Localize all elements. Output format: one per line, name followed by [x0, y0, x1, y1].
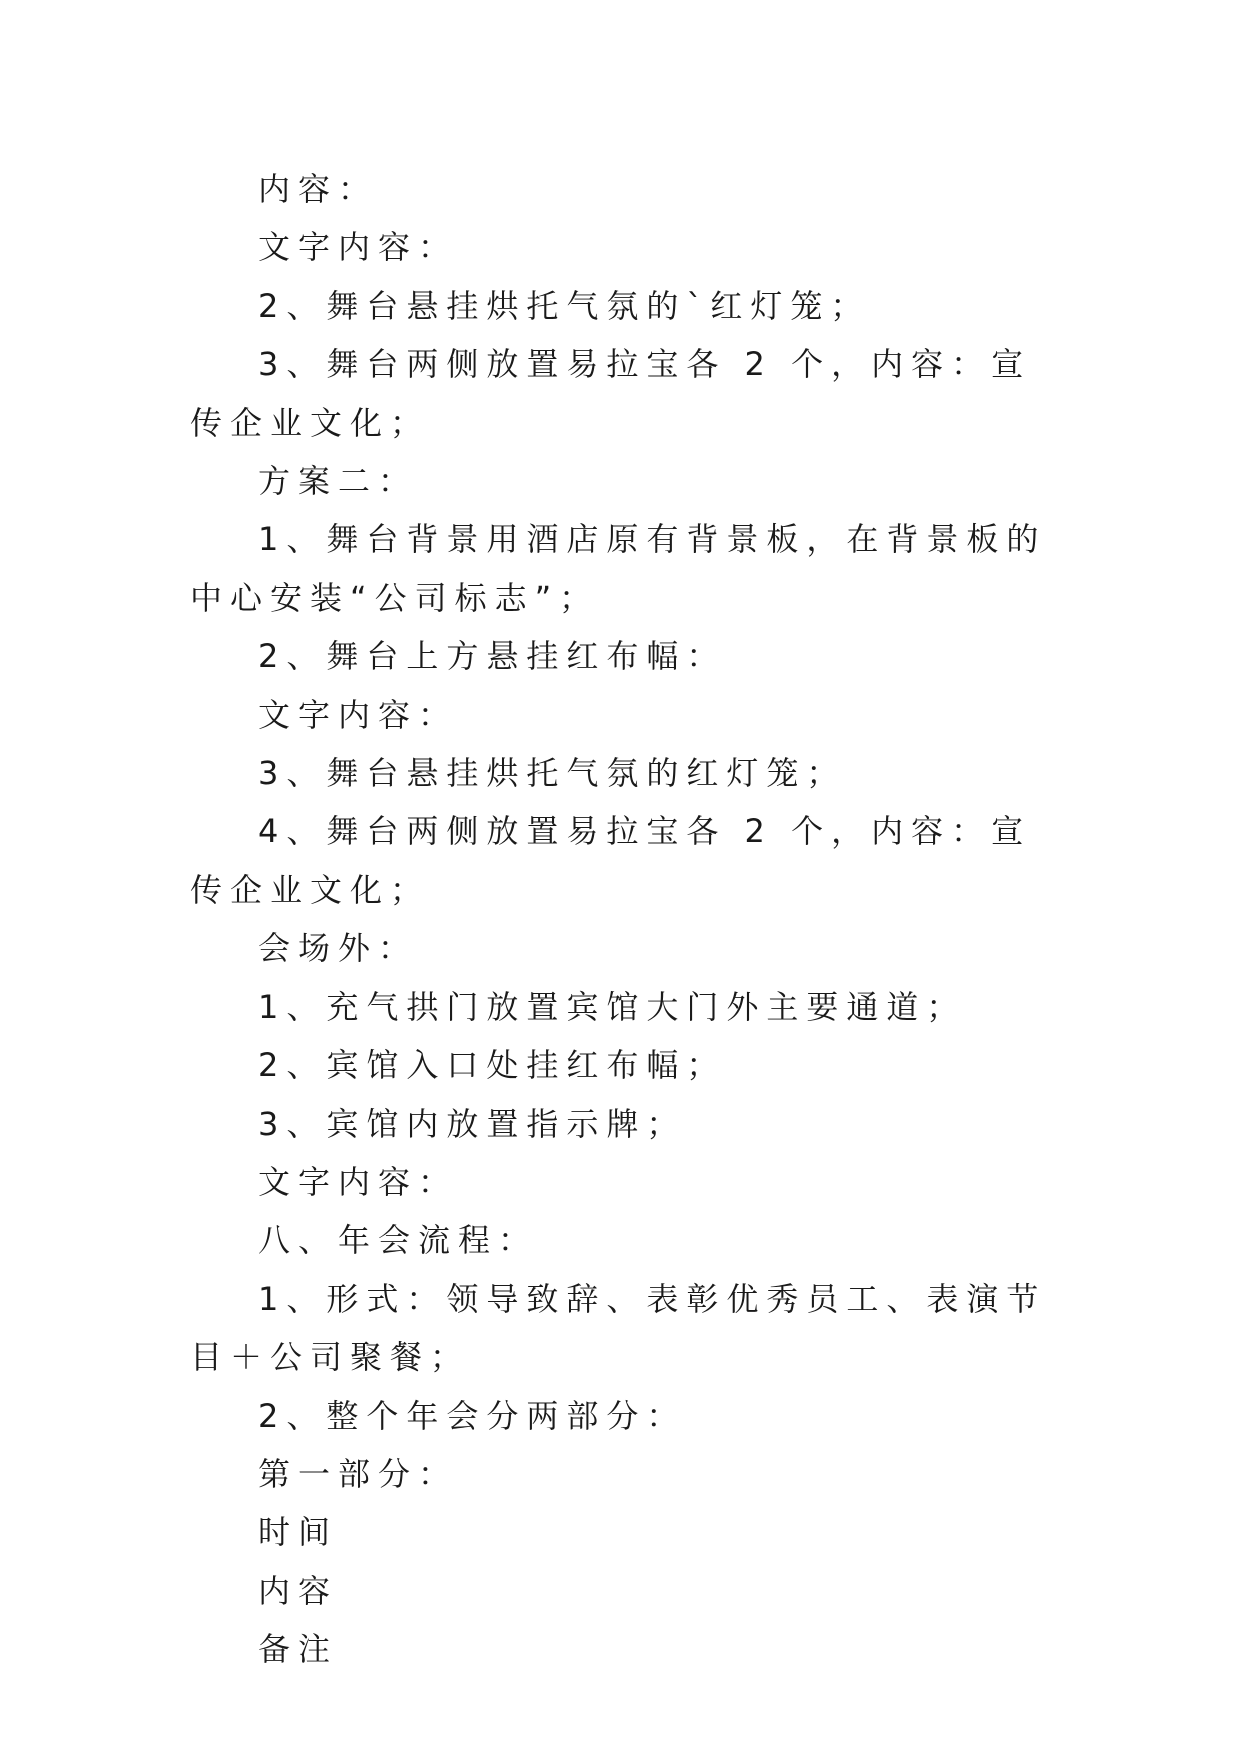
document-body [190, 160, 1070, 1679]
paragraph: 2、舞台悬挂烘托气氛的`红灯笼； [258, 286, 871, 325]
paragraph: 1、形式：领导致辞、表彰优秀员工、表演节目＋公司聚餐； [190, 1279, 1047, 1377]
section-heading: 方案二： [258, 462, 419, 501]
paragraph: 4、舞台两侧放置易拉宝各 2 个，内容：宣传企业文化； [190, 812, 1032, 909]
paragraph: 内容： [258, 170, 379, 208]
paragraph: 1、舞台背景用酒店原有背景板，在背景板的中心安装“公司标志”； [190, 520, 1047, 617]
paragraph: 文字内容： [258, 228, 459, 267]
paragraph: 时间 [258, 1513, 339, 1552]
paragraph: 2、舞台上方悬挂红布幅： [258, 637, 727, 676]
paragraph: 备注 [258, 1630, 339, 1669]
section-heading: 八、年会流程： [258, 1221, 539, 1260]
section-heading: 会场外： [258, 929, 419, 968]
paragraph: 3、舞台悬挂烘托气氛的红灯笼； [258, 754, 847, 793]
paragraph: 2、整个年会分两部分： [258, 1396, 687, 1435]
paragraph: 2、宾馆入口处挂红布幅； [258, 1046, 727, 1085]
paragraph: 内容 [258, 1571, 339, 1610]
paragraph: 1、充气拱门放置宾馆大门外主要通道； [258, 987, 967, 1026]
paragraph: 3、舞台两侧放置易拉宝各 2 个，内容：宣传企业文化； [190, 345, 1032, 442]
paragraph: 文字内容： [258, 695, 459, 734]
paragraph: 文字内容： [258, 1162, 459, 1201]
section-heading: 第一部分： [258, 1454, 459, 1493]
paragraph: 3、宾馆内放置指示牌； [258, 1104, 687, 1143]
